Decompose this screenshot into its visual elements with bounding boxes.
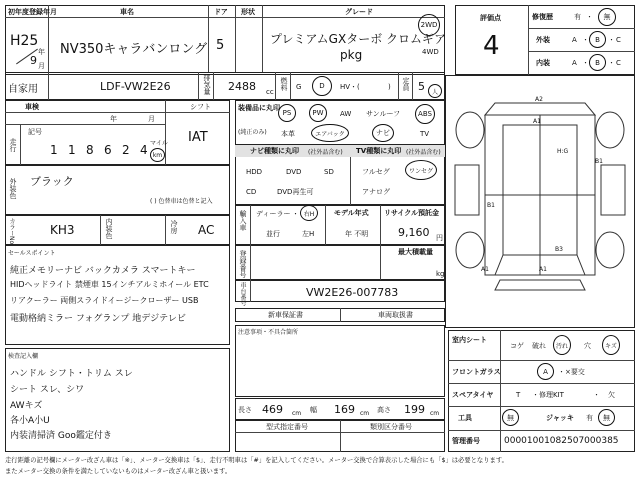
tv-type-sub: (社外品含む) bbox=[406, 149, 441, 156]
equip-ps-circle: PS bbox=[278, 104, 296, 122]
fuel-label: 燃料 bbox=[280, 77, 288, 91]
mileage-digit-3: 8 bbox=[86, 143, 94, 157]
mileage-digit-6: 4 bbox=[140, 143, 148, 157]
spare-missing: 欠 bbox=[608, 391, 615, 399]
tv-oneseg-circle: ワンセグ bbox=[405, 160, 437, 180]
repair-no-circle: 無 bbox=[598, 8, 616, 26]
manual-label: 車両取扱書 bbox=[378, 311, 413, 319]
exterior-label: 外装 bbox=[536, 36, 550, 44]
tv-fullseg: フルセグ bbox=[362, 168, 390, 176]
glass-a-circle: A bbox=[537, 363, 554, 380]
tv-type-label: TV種類に丸印 bbox=[356, 147, 402, 155]
color-label: 外装色 bbox=[9, 178, 17, 199]
width-unit: cm bbox=[360, 410, 370, 417]
model-year-value: 年 不明 bbox=[345, 230, 369, 238]
tools-label: 工具 bbox=[458, 414, 472, 422]
import-label: 輸入車 bbox=[239, 210, 247, 231]
equipment-sublabel: (純正のみ) bbox=[238, 129, 267, 136]
navi-type-sub: (社外品含む) bbox=[308, 149, 343, 156]
navi-cd: CD bbox=[246, 188, 257, 196]
car-name: NV350キャラバンロング bbox=[60, 42, 208, 57]
car-diagram-drawing bbox=[445, 75, 635, 328]
seat-burn: コゲ bbox=[510, 342, 524, 350]
km-circle: km bbox=[150, 148, 165, 162]
door-label: ドア bbox=[214, 8, 228, 16]
notes-label: 注意事項・不具合箇所 bbox=[238, 329, 299, 336]
shaken-month-unit: 月 bbox=[148, 115, 155, 123]
car-name-label: 車名 bbox=[120, 8, 134, 16]
year-unit: 年 bbox=[38, 48, 45, 56]
shaken-label: 車検 bbox=[25, 103, 39, 111]
diagram-label-a1-left: A1 bbox=[481, 266, 489, 273]
fuel-d-circle: D bbox=[312, 76, 332, 96]
equip-pw-circle: PW bbox=[309, 104, 327, 122]
exterior-c: C bbox=[616, 36, 621, 44]
person-unit-circle: 人 bbox=[428, 84, 442, 98]
chassis-label: 車台番号 bbox=[239, 282, 246, 306]
month-unit: 月 bbox=[38, 62, 45, 70]
note-line-5: 内装清掃済 Goo鑑定付き bbox=[10, 431, 112, 441]
mgmt-label: 管理番号 bbox=[452, 437, 480, 445]
reg-month: 9 bbox=[30, 54, 37, 67]
diagram-label-b3: B3 bbox=[555, 246, 563, 253]
recycle-label: リサイクル預託金 bbox=[384, 209, 440, 217]
mile-label: マイル bbox=[150, 140, 168, 147]
navi-sd: SD bbox=[324, 168, 334, 176]
right-hand-circle: 右H bbox=[300, 205, 318, 221]
shift-value: IAT bbox=[188, 130, 208, 145]
left-hand: 左H bbox=[302, 230, 315, 238]
registration-row bbox=[5, 72, 445, 100]
length-label: 長さ bbox=[238, 406, 252, 414]
grade-line1: プレミアムGXターボ クロムギア bbox=[270, 32, 447, 46]
max-load-label: 最大積載量 bbox=[398, 248, 433, 256]
equip-sunroof: サンルーフ bbox=[366, 110, 401, 118]
mileage-digit-2: 1 bbox=[68, 143, 76, 157]
capacity: 5 bbox=[418, 80, 425, 93]
fuel-g: G bbox=[296, 83, 302, 91]
shaken-year-unit: 年 bbox=[110, 115, 117, 123]
footnote-1: 走行距離の記号欄にメーター改ざん車は「※」、メーター交換車は「$」、走行不明車は「#」を記入してください。メーター交換で合算表示した場合にも「$」は必要となります。 bbox=[5, 457, 508, 464]
drive-2wd-circle: 2WD bbox=[418, 14, 440, 36]
sales-line-1: 純正メモリーナビ バックカメラ スマートキー bbox=[10, 266, 196, 276]
length-unit: cm bbox=[292, 410, 302, 417]
aircon-value: AC bbox=[198, 223, 215, 237]
score-label: 評価点 bbox=[480, 14, 501, 22]
interior-a: A bbox=[572, 59, 577, 67]
diagram-label-hg: H:G bbox=[557, 148, 569, 155]
type-no-label: 型式指定番号 bbox=[266, 423, 308, 431]
kg-unit: kg bbox=[436, 270, 445, 278]
aircon-label: 冷房 bbox=[170, 220, 178, 234]
navi-hdd: HDD bbox=[246, 168, 263, 176]
height-label: 高さ bbox=[377, 406, 391, 414]
height-value: 199 bbox=[404, 403, 425, 416]
spare-kit: ・修理KIT bbox=[532, 391, 564, 399]
repair-label: 修復歴 bbox=[532, 13, 553, 21]
mileage-digit-4: 6 bbox=[104, 143, 112, 157]
memo-label: 記号 bbox=[28, 128, 42, 136]
equip-tv: TV bbox=[420, 130, 430, 138]
auction-sheet: 初年度登録年月 車名 ドア 形状 グレード H25 年 9 月 NV350キャラバンロング 5 プレミアムGXターボ クロムギア pkg 2WD 4WD 自家用 LDF-VW2E26 排気量 2488 cc 燃料 G D HV・( ) 定員 5 人 評価点 4 修復歴 有 ・ 無 外装 A ・ B ・ C 内装 A ・ B ・ C A2 A1 B1 B1 B3 A1 A1 H:G 車検 年 月 シフト IAT 走行 記号 1 1 8 6 2 4 マイル km 外装色 ブラック ( ) 色替車は色替と記入 カラーNo KH3 内装色 冷房 AC セールスポイント 純正メモリーナビ バックカメラ スマートキー HIDヘッドライト 禁煙車 15インチアルミホイール ETC リアクーラー 両側スライドイージークローザー USB 電動格納ミラー フォグランプ 地デジテレビ 検査記入欄 ハンドル シフト・トリム スレ シート スレ、シワ AWキズ 各小A小U 内装清掃済 Goo鑑定付き 装備品に丸印 (純正のみ) PS PW AW サンルーフ ABS 本革 エアバック ナビ TV ナビ種類に丸印 (社外品含む) TV種類に丸印 (社外品含む) HDD DVD SD CD DVD再生可 フルセグ ワンセグ アナログ 輸入車 ディーラー ・ 右H 並行 左H モデル年式 年 不明 リサイクル預託金 9,160 円 登録番号 最大積載量 kg 車台番号 VW2E26-007783 新車保証書 車両取扱書 注意事項・不具合箇所 長さ 469 cm 幅 169 cm 高さ 199 cm 型式指定番号 類別区分番号 室内シート コゲ 破れ 汚れ 穴 キズ フロントガラス A ・×要交 スペアタイヤ T ・修理KIT ・ 欠 工具 無 ジャッキ 有 無 管理番号 00001001082507000385 走行距離の記号欄にメーター改ざん車は「※」、メーター交換車は「$」、走行不明車は「#」を記入してください。メーター交換で合算表示した場合にも「$」は必要となります。 またメーター交換の条件を満たしていないものはメーター改ざん車と扱います。 bbox=[0, 0, 640, 480]
reg-no-label: 登録番号 bbox=[239, 250, 247, 278]
exterior-b-circle: B bbox=[589, 31, 606, 48]
note-line-3: AWキズ bbox=[10, 401, 43, 411]
interior-c: C bbox=[616, 59, 621, 67]
use-type: 自家用 bbox=[8, 84, 38, 95]
tv-analog: アナログ bbox=[362, 188, 390, 196]
spare-t: T bbox=[516, 391, 521, 399]
inspector-notes-label: 検査記入欄 bbox=[8, 353, 39, 360]
navi-dvd-play: DVD再生可 bbox=[277, 188, 314, 196]
grade-line2: pkg bbox=[340, 48, 363, 62]
import-parallel: 並行 bbox=[266, 230, 280, 238]
equip-navi-circle: ナビ bbox=[372, 124, 394, 142]
color-no-label: カラーNo bbox=[8, 218, 15, 245]
shape-label: 形状 bbox=[241, 8, 255, 16]
mileage-label: 走行 bbox=[9, 138, 17, 152]
sales-line-3: リアクーラー 両側スライドイージークローザー USB bbox=[10, 296, 199, 305]
note-line-1: ハンドル シフト・トリム スレ bbox=[10, 369, 133, 379]
exterior-a: A bbox=[572, 36, 577, 44]
capacity-label: 定員 bbox=[402, 77, 410, 91]
era-year: H25 bbox=[10, 33, 39, 49]
equip-airbag-circle: エアバック bbox=[311, 124, 349, 142]
recycle-value: 9,160 bbox=[398, 226, 430, 239]
mgmt-no: 00001001082507000385 bbox=[504, 436, 619, 446]
diagram-label-a2: A2 bbox=[535, 96, 543, 103]
interior-color-label: 内装色 bbox=[105, 218, 113, 239]
glass-label: フロントガラス bbox=[452, 368, 501, 376]
yen-unit: 円 bbox=[436, 234, 443, 242]
jack-label: ジャッキ bbox=[546, 414, 574, 422]
color-no-row bbox=[5, 215, 230, 245]
seat-hole: 穴 bbox=[584, 342, 591, 350]
spare-label: スペアタイヤ bbox=[452, 391, 494, 399]
import-dealer: ディーラー bbox=[256, 210, 291, 218]
spare-dot: ・ bbox=[593, 391, 600, 399]
model-year-label: モデル年式 bbox=[334, 209, 369, 217]
length-value: 469 bbox=[262, 403, 283, 416]
jack-circle: 無 bbox=[598, 409, 615, 426]
height-unit: cm bbox=[430, 410, 440, 417]
glass-replace: ・×要交 bbox=[558, 368, 585, 376]
repair-yes: 有 bbox=[574, 13, 581, 21]
note-line-4: 各小A小U bbox=[10, 416, 50, 426]
color-no: KH3 bbox=[50, 223, 75, 237]
diagram-label-b1-right: B1 bbox=[595, 158, 603, 165]
class-no-label: 類別区分番号 bbox=[370, 423, 412, 431]
equipment-label: 装備品に丸印 bbox=[238, 104, 280, 112]
drive-4wd: 4WD bbox=[422, 48, 439, 56]
sales-line-4: 電動格納ミラー フォグランプ 地デジテレビ bbox=[10, 314, 186, 324]
seat-label: 室内シート bbox=[452, 336, 487, 344]
note-line-2: シート スレ、シワ bbox=[10, 385, 85, 395]
door-count: 5 bbox=[216, 38, 225, 53]
interior-label: 内装 bbox=[536, 59, 550, 67]
diagram-label-a1-bottom: A1 bbox=[539, 266, 547, 273]
chassis-no: VW2E26-007783 bbox=[306, 286, 399, 299]
displacement: 2488 bbox=[228, 80, 256, 93]
footnote-2: またメーター交換の条件を満たしていないものはメーター改ざん車と扱います。 bbox=[5, 468, 232, 475]
mileage-digit-1: 1 bbox=[50, 143, 58, 157]
sales-points-label: セールスポイント bbox=[8, 250, 56, 257]
displacement-label: 排気量 bbox=[203, 74, 211, 95]
diagram-label-b1-left: B1 bbox=[487, 202, 495, 209]
navi-dvd: DVD bbox=[286, 168, 302, 176]
interior-b-circle: B bbox=[589, 54, 606, 71]
width-value: 169 bbox=[334, 403, 355, 416]
fuel-close: ) bbox=[388, 83, 391, 91]
tools-circle: 無 bbox=[502, 409, 519, 426]
seat-stain-circle: 汚れ bbox=[553, 335, 571, 355]
fuel-hv: HV・( bbox=[340, 83, 360, 91]
color-value: ブラック bbox=[30, 175, 74, 188]
sales-line-2: HIDヘッドライト 禁煙車 15インチアルミホイール ETC bbox=[10, 280, 209, 289]
cc-unit: cc bbox=[266, 88, 274, 96]
grade-label: グレード bbox=[345, 8, 373, 16]
first-reg-label: 初年度登録年月 bbox=[8, 8, 57, 16]
equip-aw: AW bbox=[340, 110, 352, 118]
score-value: 4 bbox=[483, 31, 500, 61]
diagram-label-a1-top: A1 bbox=[533, 118, 541, 125]
mileage-digit-5: 2 bbox=[122, 143, 130, 157]
equip-leather: 本革 bbox=[281, 130, 295, 138]
new-warranty-label: 新車保証書 bbox=[268, 311, 303, 319]
width-label: 幅 bbox=[310, 406, 317, 414]
color-note: ( ) 色替車は色替と記入 bbox=[150, 198, 213, 205]
navi-type-label: ナビ種類に丸印 bbox=[250, 147, 299, 155]
model-code: LDF-VW2E26 bbox=[100, 80, 171, 93]
seat-scratch-circle: キズ bbox=[602, 335, 620, 355]
seat-tear: 破れ bbox=[532, 342, 546, 350]
equip-abs-circle: ABS bbox=[415, 104, 435, 124]
shift-label: シフト bbox=[190, 103, 211, 111]
